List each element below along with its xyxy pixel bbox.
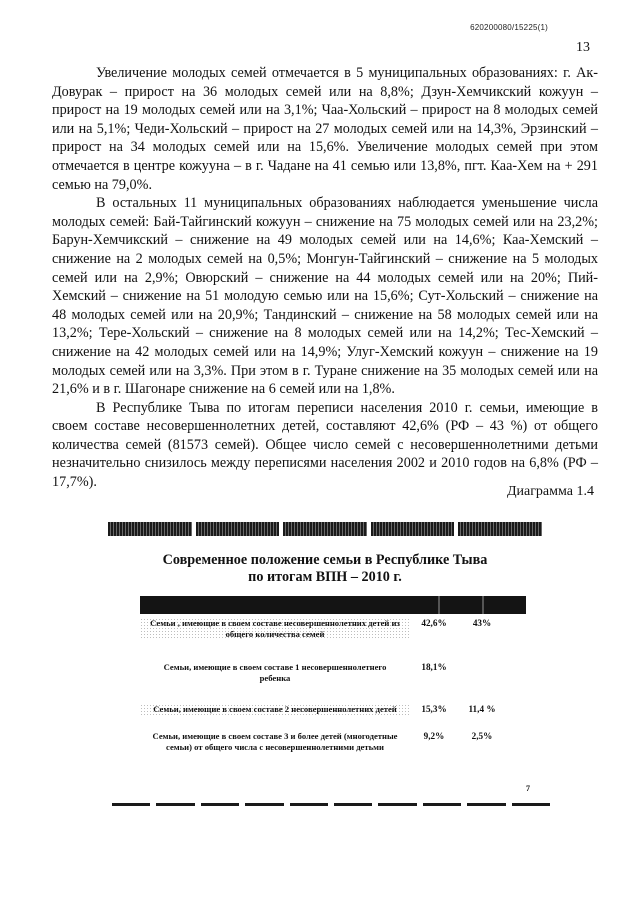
body-text bbox=[52, 64, 598, 492]
table-row bbox=[140, 662, 526, 684]
row-value-rf: 43% bbox=[472, 618, 492, 628]
row-value-tyva: 15,3% bbox=[421, 704, 447, 714]
paragraph-census-families: В Республике Тыва по итогам переписи населения 2010 г. семьи, имеющие в своем составе несовершеннолетних детей, составляют 42,6% (РФ – 43 %) от общего количества семей (81573 семей). Общее число семей с несовершеннолетними детьми незначительно снизилось между переписями населения 2002 и 2010 годов на 6,8% (РФ – 17,7%). bbox=[52, 399, 598, 491]
family-stats-table bbox=[140, 596, 526, 753]
rule-segment bbox=[371, 522, 455, 536]
table-header-tyva-cell bbox=[440, 596, 482, 614]
paragraph-young-families-increase: Увеличение молодых семей отмечается в 5 муниципальных образованиях: г. Ак-Довурак – прирост на 36 молодых семей или на 8,8%; Дзун-Хемчикский кожуун – прирост на 19 молодых семей или на 3,1%; Чаа-Хольский – прирост на 8 молодых семей или на 5,1%; Чеди-Хольский – прирост на 27 молодых семей или на 14,3%, Эрзинский – прирост на 34 молодых семей или на 15,6%. Увеличение молодых семей при этом отмечается в центре кожууна – в г. Чадане на 41 семью или 13,8%, пгт. Каа-Хем на + 291 семью на 79,0%. bbox=[52, 65, 598, 193]
rule-segment bbox=[112, 803, 150, 806]
rule-segment bbox=[290, 803, 328, 806]
table-header-rf-cell bbox=[484, 596, 526, 614]
table-row bbox=[140, 618, 526, 640]
row-value-rf: 11,4 % bbox=[468, 704, 496, 714]
page-number: 13 bbox=[576, 40, 590, 55]
rule-segment bbox=[512, 803, 550, 806]
diagram-title bbox=[108, 552, 542, 586]
row-value-rf: 2,5% bbox=[471, 731, 493, 741]
row-label: Семьи, имеющие в своем составе 2 несовершеннолетних детей bbox=[140, 704, 410, 715]
rule-segment bbox=[334, 803, 372, 806]
diagram-label: Диаграмма 1.4 bbox=[506, 484, 594, 499]
rule-segment bbox=[245, 803, 283, 806]
rule-segment bbox=[378, 803, 416, 806]
rule-segment bbox=[108, 522, 192, 536]
rule-segment bbox=[458, 522, 542, 536]
row-value-tyva: 42,6% bbox=[421, 618, 447, 628]
rule-segment bbox=[156, 803, 194, 806]
document-id: 620200080/15225(1) bbox=[470, 23, 548, 32]
diagram-title-line1: Современное положение семьи в Республике Тыва bbox=[162, 552, 488, 568]
rule-segment bbox=[423, 803, 461, 806]
row-value-tyva: 9,2% bbox=[423, 731, 445, 741]
rule-segment bbox=[196, 522, 280, 536]
diagram-top-rule bbox=[108, 522, 542, 536]
diagram-title-line2: по итогам ВПН – 2010 г. bbox=[248, 569, 402, 585]
table-header-bar bbox=[140, 596, 526, 614]
paragraph-young-families-decrease: В остальных 11 муниципальных образованиях наблюдается уменьшение числа молодых семей: Бай-Тайгинский кожуун – снижение на 75 молодых семей или на 23,2%; Барун-Хемчикский – снижение на 49 молодых семей или на 14,6%; Каа-Хемский – снижение на 2 молодых семей на 0,5%; Монгун-Тайгинский – снижение на 5 молодых семей или на 2,9%; Овюрский – снижение на 44 молодых семей или на 20%; Пий-Хемский – снижение на 51 молодую семью или на 15,6%; Сут-Хольский – снижение на 48 молодых семей или на 20,9%; Тандинский – снижение на 58 молодых семей или на 13,2%; Тере-Хольский – снижение на 8 молодых семей или на 14,2%; Тес-Хемский – снижение на 42 молодых семей или на 14,9%; Улуг-Хемский кожуун – снижение на 19 молодых семей или на 3,3%. При этом в г. Туране снижение на 35 молодых семей или на 21,6% и в г. Шагонаре снижение на 6 семей или на 1,8%. bbox=[52, 195, 598, 398]
footnote-mark: 7 bbox=[526, 784, 530, 793]
row-label: Семьи, имеющие в своем составе 1 несовершеннолетнего ребенка bbox=[163, 662, 387, 683]
row-label: Семьи, имеющие в своем составе 3 и более детей (многодетные семьи) от общего числа с несовершеннолетними детьми bbox=[152, 731, 398, 752]
table-header-label-cell bbox=[140, 596, 438, 614]
row-value-tyva: 18,1% bbox=[421, 662, 447, 672]
row-label: Семьи , имеющие в своем составе несовершеннолетних детей из общего количества семей bbox=[140, 618, 410, 640]
rule-segment bbox=[283, 522, 367, 536]
diagram-bottom-rule bbox=[112, 803, 550, 806]
rule-segment bbox=[201, 803, 239, 806]
rule-segment bbox=[467, 803, 505, 806]
table-row bbox=[140, 704, 526, 715]
table-row bbox=[140, 731, 526, 753]
